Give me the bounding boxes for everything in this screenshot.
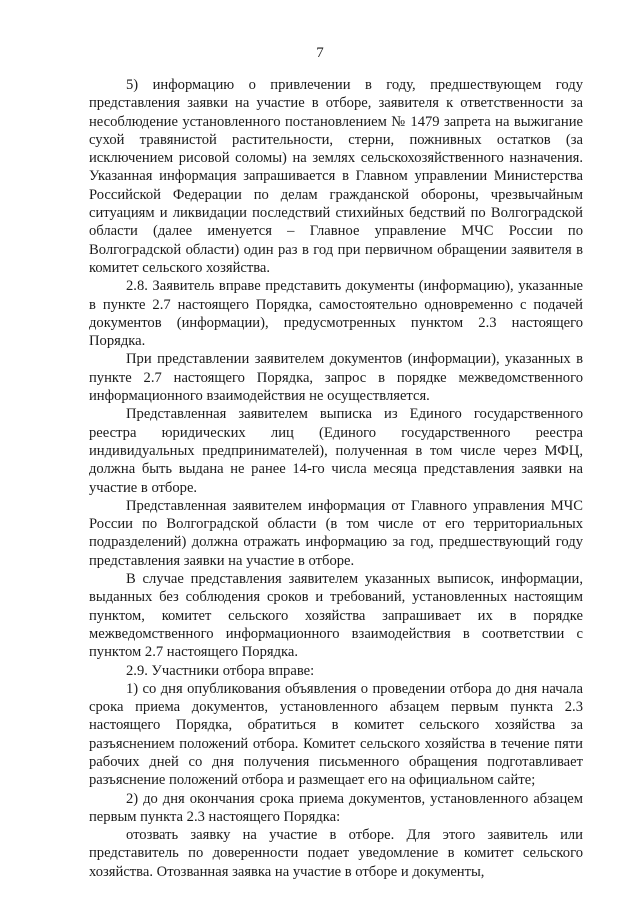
paragraph-2-9-item-1: 1) со дня опубликования объявления о проведении отбора до дня начала срока приема документов, установленного абзацем первым пункта 2.3 настоящего Порядка, обратиться в комитет сельского хозяйства за разъяснением положений отбора. Комитет сельского хозяйства в течение пяти рабочих дней со дня получения письменного обращения подготавливает разъяснение положений отбора и размещает его на официальном сайте; <box>89 680 583 789</box>
paragraph-item-5-info: 5) информацию о привлечении в году, предшествующем году представления заявки на участие в отборе, заявителя к ответственности за несоблюдение установленного постановлением № 1479 запрета на выжигание сухой травянистой растительности, стерни, пожнивных остатков (за исключением рисовой соломы) на землях сельскохозяйственного назначения. Указанная информация запрашивается в Главном управлении Министерства Российской Федерации по делам гражданской обороны, чрезвычайным ситуациям и ликвидации последствий стихийных бедствий по Волгоградской области (далее именуется – Главное управление МЧС России по Волгоградской области) один раз в год при первичном обращении заявителя в комитет сельского хозяйства. <box>89 77 583 276</box>
paragraph-mchs-info: Представленная заявителем информация от Главного управления МЧС России по Волгоградской области (в том числе от его территориальных подразделений) должна отражать информацию за год, предшествующий году представления заявки на участие в отборе. <box>89 497 583 569</box>
document-body <box>89 76 583 881</box>
paragraph-withdraw-application: отозвать заявку на участие в отборе. Для этого заявитель или представитель по доверенности подает уведомление в комитет сельского хозяйства. Отозванная заявка на участие в отборе и документы, <box>89 827 583 880</box>
paragraph-no-interagency-request: При представлении заявителем документов (информации), указанных в пункте 2.7 настоящего Порядка, запрос в порядке межведомственного информационного взаимодействия не осуществляется. <box>89 351 583 405</box>
paragraph-registry-extract: Представленная заявителем выписка из Единого государственного реестра юридических лиц (Единого государственного реестра индивидуальных предпринимателей), полученная в том числе через МФЦ, должна быть выдана не ранее 14-го числа месяца представления заявки на участие в отборе. <box>89 406 583 496</box>
paragraph-2-9: 2.9. Участники отбора вправе: <box>126 662 315 679</box>
paragraph-2-8: 2.8. Заявитель вправе представить документы (информацию), указанные в пункте 2.7 настоящего Порядка, самостоятельно одновременно с подачей документов (информации), предусмотренных пунктом 2.3 настоящего Порядка. <box>89 278 583 350</box>
paragraph-invalid-documents: В случае представления заявителем указанных выписок, информации, выданных без соблюдения сроков и требований, установленных настоящим пунктом, комитет сельского хозяйства запрашивает их в порядке межведомственного информационного взаимодействия в соответствии с пунктом 2.7 настоящего Порядка. <box>89 571 583 661</box>
page-number: 7 <box>316 45 324 61</box>
paragraph-2-9-item-2: 2) до дня окончания срока приема документов, установленного абзацем первым пункта 2.3 настоящего Порядка: <box>89 790 583 825</box>
